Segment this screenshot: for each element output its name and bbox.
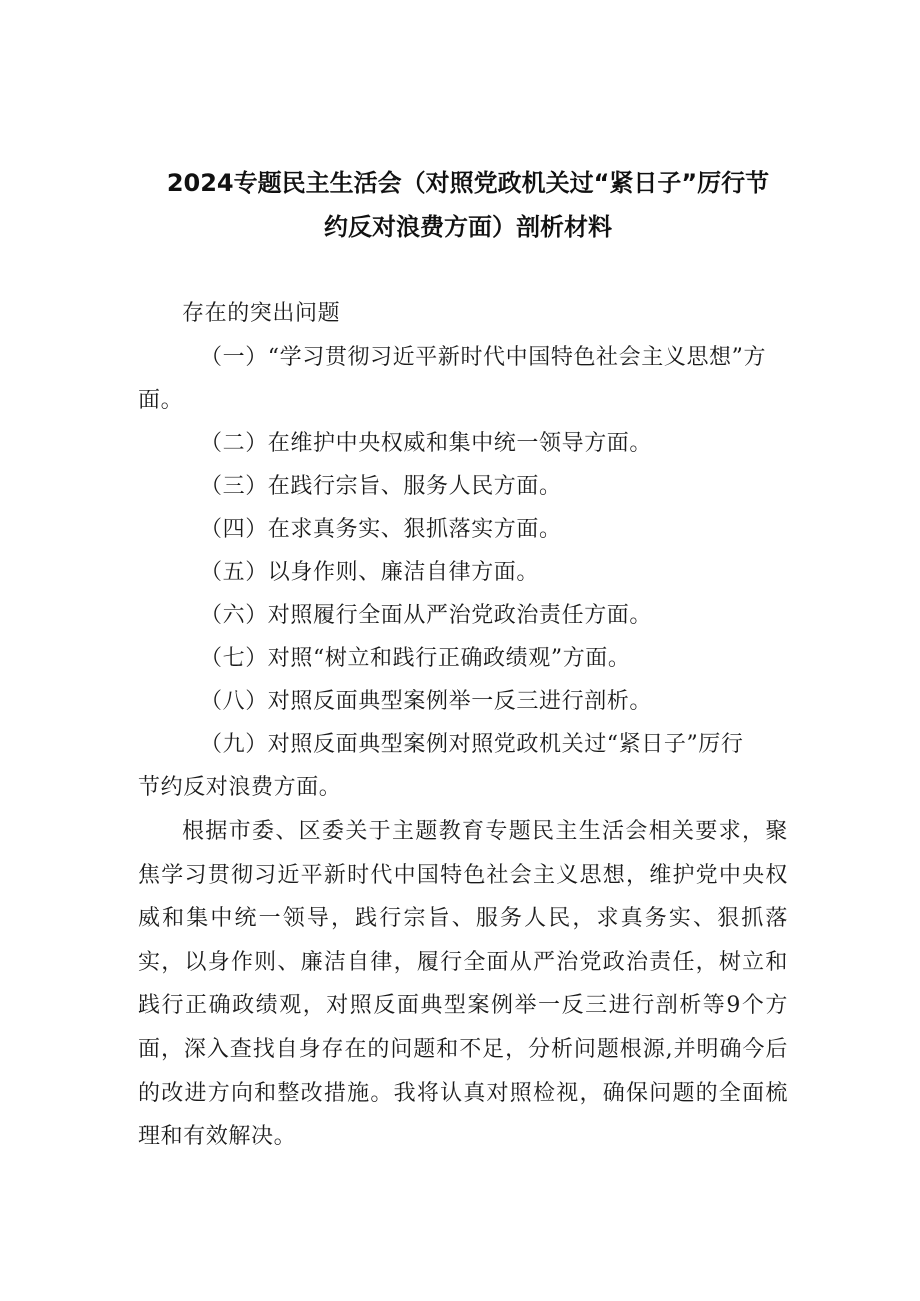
list-item-8: （八）对照反面典型案例举一反三进行剖析。 — [200, 689, 653, 714]
list-item-2: （二）在维护中央权威和集中统一领导方面。 — [200, 431, 653, 456]
section-heading: 存在的突出问题 — [182, 301, 341, 326]
list-item-9-line-1: （九）对照反面典型案例对照党政机关过“紧日子”厉行 — [200, 732, 744, 757]
document-title-line-2: 约反对浪费方面）剖析材料 — [324, 213, 612, 241]
list-item-5: （五）以身作则、廉洁自律方面。 — [200, 560, 540, 585]
list-item-7: （七）对照“树立和践行正确政绩观”方面。 — [200, 646, 631, 671]
body-paragraph: 根据市委、区委关于主题教育专题民主生活会相关要求，聚焦学习贯彻习近平新时代中国特色社会主义思想，维护党中央权威和集中统一领导，践行宗旨、服务人民，求真务实、狠抓落实，以身作则、廉洁自律，履行全面从严治党政治责任，树立和践行正确政绩观，对照反面典型案例举一反三进行剖析等9个方面，深入查找自身存在的问题和不足，分析问题根源,并明确今后的改进方向和整改措施。我将认真对照检视，确保问题的全面梳理和有效解决。 — [138, 819, 788, 1150]
list-item-6: （六）对照履行全面从严治党政治责任方面。 — [200, 603, 653, 628]
list-item-1-line-1: （一）“学习贯彻习近平新时代中国特色社会主义思想”方 — [200, 345, 767, 370]
list-item-4: （四）在求真务实、狠抓落实方面。 — [200, 517, 562, 542]
list-item-9-line-2: 节约反对浪费方面。 — [138, 775, 342, 800]
document-title-line-1: 2024专题民主生活会（对照党政机关过“紧日子”厉行节 — [166, 169, 770, 197]
list-item-1-line-2: 面。 — [138, 388, 184, 413]
list-item-3: （三）在践行宗旨、服务人民方面。 — [200, 474, 562, 499]
